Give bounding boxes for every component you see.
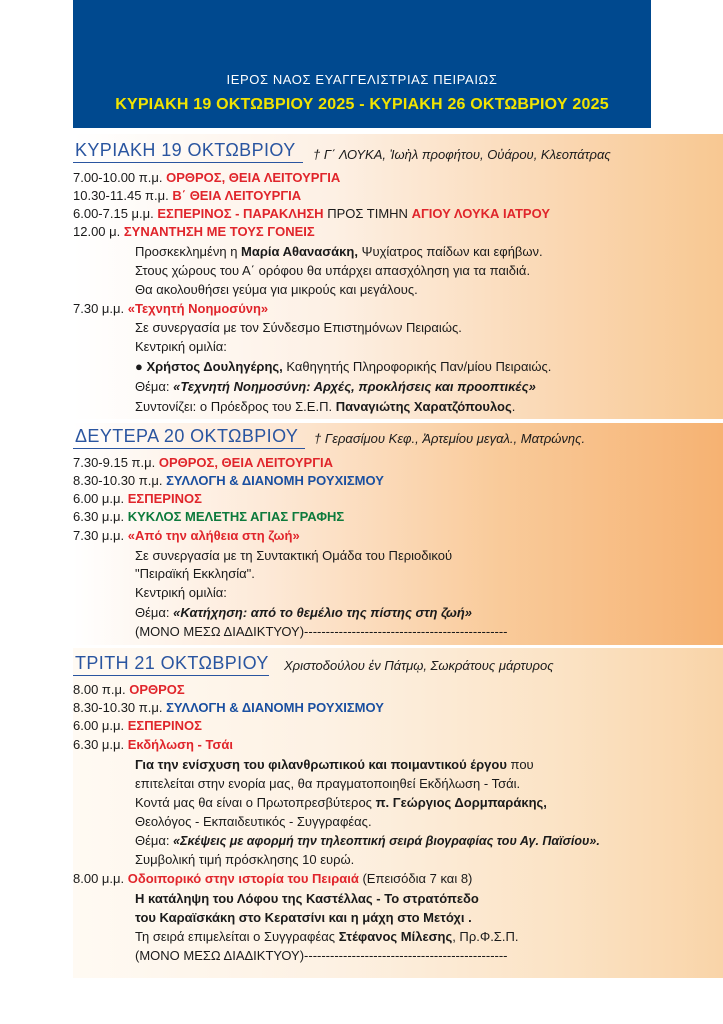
text: Θέμα: <box>135 833 170 848</box>
event-time: 8.30-10.30 π.μ. <box>73 473 163 488</box>
sunday-saints: † Γ΄ ΛΟΥΚΑ, Ἰωὴλ προφήτου, Οὐάρου, Κλεοπάτρας <box>313 147 611 162</box>
sunday-event-2 <box>73 188 301 204</box>
tuesday-event-5-line-2: του Καραϊσκάκη στο Κερατσίνι και η μάχη στο Μετόχι . <box>135 910 472 925</box>
event-title: ΟΡΘΡΟΣ, ΘΕΙΑ ΛΕΙΤΟΥΡΓΙΑ <box>158 455 334 470</box>
moderator-name: Παναγιώτης Χαρατζόπουλος <box>335 399 512 414</box>
text: . <box>511 399 516 414</box>
tuesday-event-4 <box>73 737 233 753</box>
monday-title-underline <box>73 448 305 449</box>
sunday-event-4-line-1 <box>135 244 543 260</box>
tuesday-event-5-line-4: (ΜΟΝΟ ΜΕΣΩ ΔΙΑΔΙΚΤΥΟΥ)----------------------------------------------- <box>135 948 508 963</box>
event-time: 7.30 μ.μ. <box>73 528 125 543</box>
tuesday-event-4-line-5 <box>135 833 600 849</box>
event-time: 6.00 μ.μ. <box>73 491 125 506</box>
text: Ψυχίατρος παίδων και εφήβων. <box>361 244 543 259</box>
event-time: 7.30 μ.μ. <box>73 301 125 316</box>
tuesday-saints: Χριστοδούλου ἐν Πάτμῳ, Σωκράτους μάρτυρος <box>284 658 554 673</box>
monday-event-5 <box>73 528 300 544</box>
sunday-event-5-line-5 <box>135 399 515 415</box>
sunday-event-4 <box>73 224 315 240</box>
event-saint: ΑΓΙΟΥ ΛΟΥΚΑ ΙΑΤΡΟΥ <box>411 206 551 221</box>
text: Συντονίζει: ο Πρόεδρος του Σ.Ε.Π. <box>135 399 333 414</box>
event-title: ΕΣΠΕΡΙΝΟΣ - ΠΑΡΑΚΛΗΣΗ <box>157 206 324 221</box>
sunday-event-3 <box>73 206 550 222</box>
monday-event-5-line-5: (ΜΟΝΟ ΜΕΣΩ ΔΙΑΔΙΚΤΥΟΥ)----------------------------------------------- <box>135 624 508 639</box>
author-name: Στέφανος Μίλεσης <box>338 929 453 944</box>
topic: «Σκέψεις με αφορμή την τηλεοπτική σειρά βιογραφίας του Αγ. Παϊσίου». <box>173 834 600 848</box>
text: Κοντά μας θα είναι ο Πρωτοπρεσβύτερος <box>135 795 372 810</box>
speaker-name: π. Γεώργιος Δορμπαράκης, <box>375 795 547 810</box>
topic: «Κατήχηση: από το θεμέλιο της πίστης στη ζωή» <box>173 605 473 620</box>
event-title: ΕΣΠΕΡΙΝΟΣ <box>127 718 202 733</box>
monday-saints: † Γερασίμου Κεφ., Ἀρτεμίου μεγαλ., Ματρώνης. <box>314 431 586 446</box>
event-text: ΠΡΟΣ ΤΙΜΗΝ <box>327 206 408 221</box>
event-title: ΣΥΝΑΝΤΗΣΗ ΜΕ ΤΟΥΣ ΓΟΝΕΙΣ <box>123 224 315 239</box>
tuesday-event-2 <box>73 700 384 716</box>
sunday-event-1 <box>73 170 340 186</box>
event-time: 6.30 μ.μ. <box>73 737 125 752</box>
event-time: 8.00 π.μ. <box>73 682 126 697</box>
event-title: ΟΡΘΡΟΣ, ΘΕΙΑ ΛΕΙΤΟΥΡΓΙΑ <box>166 170 341 185</box>
monday-title: ΔΕΥΤΕΡΑ 20 ΟΚΤΩΒΡΙΟΥ <box>75 426 299 446</box>
speaker-name: ● Χρήστος Δουληγέρης, <box>135 359 283 374</box>
event-time: 7.00-10.00 π.μ. <box>73 170 163 185</box>
event-title: Εκδήλωση - Τσάι <box>127 737 233 752</box>
text: Προσκεκλημένη η <box>135 244 238 259</box>
sunday-section <box>73 134 723 419</box>
event-time: 8.30-10.30 π.μ. <box>73 700 163 715</box>
sunday-event-4-line-3: Θα ακολουθήσει γεύμα για μικρούς και μεγάλους. <box>135 282 418 297</box>
tuesday-event-3 <box>73 718 202 734</box>
tuesday-event-1 <box>73 682 185 698</box>
event-time: 6.00 μ.μ. <box>73 718 125 733</box>
tuesday-event-4-line-6: Συμβολική τιμή πρόσκλησης 10 ευρώ. <box>135 852 355 867</box>
event-time: 6.30 μ.μ. <box>73 509 125 524</box>
monday-event-5-line-4 <box>135 605 472 621</box>
sunday-event-4-line-2: Στους χώρους του Α΄ ορόφου θα υπάρχει απασχόληση για τα παιδιά. <box>135 263 531 278</box>
monday-section <box>73 423 723 645</box>
tuesday-section <box>73 648 723 978</box>
monday-event-3 <box>73 491 202 507</box>
event-title: ΟΡΘΡΟΣ <box>129 682 185 697</box>
date-range: ΚΥΡΙΑΚΗ 19 ΟΚΤΩΒΡΙΟΥ 2025 - ΚΥΡΙΑΚΗ 26 ΟΚΤΩΒΡΙΟΥ 2025 <box>115 96 609 113</box>
event-time: 6.00-7.15 μ.μ. <box>73 206 154 221</box>
monday-event-5-line-2: "Πειραϊκή Εκκλησία". <box>135 566 255 581</box>
monday-event-2 <box>73 473 384 489</box>
event-title: «Τεχνητή Νοημοσύνη» <box>127 301 269 316</box>
speaker-name: Μαρία Αθανασάκη, <box>241 244 358 259</box>
text: Θέμα: <box>135 379 170 394</box>
event-title: ΣΥΛΛΟΓΗ & ΔΙΑΝΟΜΗ ΡΟΥΧΙΣΜΟΥ <box>166 473 384 488</box>
topic: «Τεχνητή Νοημοσύνη: Αρχές, προκλήσεις και προοπτικές» <box>173 379 536 394</box>
text: Θέμα: <box>135 605 170 620</box>
event-title: ΕΣΠΕΡΙΝΟΣ <box>127 491 202 506</box>
sunday-title: ΚΥΡΙΑΚΗ 19 ΟΚΤΩΒΡΙΟΥ <box>75 140 296 160</box>
sunday-event-5-line-2: Κεντρική ομιλία: <box>135 339 227 354</box>
monday-event-4 <box>73 509 344 525</box>
tuesday-event-4-line-3 <box>135 795 547 811</box>
monday-event-5-line-1: Σε συνεργασία με τη Συντακτική Ομάδα του Περιοδικού <box>135 548 453 563</box>
event-time: 7.30-9.15 π.μ. <box>73 455 156 470</box>
event-title: «Από την αλήθεια στη ζωή» <box>127 528 300 543</box>
sunday-event-5-line-3 <box>135 359 551 375</box>
event-title: ΣΥΛΛΟΓΗ & ΔΙΑΝΟΜΗ ΡΟΥΧΙΣΜΟΥ <box>166 700 384 715</box>
text: Τη σειρά επιμελείται ο Συγγραφέας <box>135 929 336 944</box>
tuesday-event-4-line-1 <box>135 757 534 773</box>
header-banner <box>73 0 651 128</box>
monday-event-5-line-3: Κεντρική ομιλία: <box>135 585 227 600</box>
sunday-event-5-line-1: Σε συνεργασία με τον Σύνδεσμο Επιστημόνων Πειραιώς. <box>135 320 462 335</box>
sunday-event-5 <box>73 301 268 317</box>
event-time: 12.00 μ. <box>73 224 121 239</box>
event-time: 10.30-11.45 π.μ. <box>73 188 169 203</box>
church-name: ΙΕΡΟΣ ΝΑΟΣ ΕΥΑΓΓΕΛΙΣΤΡΙΑΣ ΠΕΙΡΑΙΩΣ <box>226 72 498 87</box>
event-note: (Επεισόδια 7 και 8) <box>362 871 473 886</box>
tuesday-event-5-line-1: Η κατάληψη του Λόφου της Καστέλλας - Το στρατόπεδο <box>135 891 479 906</box>
tuesday-event-4-line-4: Θεολόγος - Εκπαιδευτικός - Συγγραφέας. <box>135 814 372 829</box>
text: που <box>510 757 534 772</box>
tuesday-event-4-line-2: επιτελείται στην ενορία μας, θα πραγματοποιηθεί Εκδήλωση - Τσάι. <box>135 776 521 791</box>
tuesday-event-5-line-3 <box>135 929 518 945</box>
tuesday-title-underline <box>73 675 269 676</box>
text: Καθηγητής Πληροφορικής Παν/μίου Πειραιώς. <box>286 359 552 374</box>
text: Για την ενίσχυση του φιλανθρωπικού και ποιμαντικού έργου <box>135 757 507 772</box>
tuesday-event-5 <box>73 871 472 887</box>
monday-event-1 <box>73 455 333 471</box>
sunday-event-5-line-4 <box>135 379 536 395</box>
event-time: 8.00 μ.μ. <box>73 871 125 886</box>
event-title: Οδοιπορικό στην ιστορία του Πειραιά <box>127 871 359 886</box>
tuesday-title: ΤΡΙΤΗ 21 ΟΚΤΩΒΡΙΟΥ <box>75 653 269 673</box>
event-title: ΚΥΚΛΟΣ ΜΕΛΕΤΗΣ ΑΓΙΑΣ ΓΡΑΦΗΣ <box>127 509 345 524</box>
sunday-title-underline <box>73 162 303 163</box>
event-title: Β΄ ΘΕΙΑ ΛΕΙΤΟΥΡΓΙΑ <box>172 188 302 203</box>
text: , Πρ.Φ.Σ.Π. <box>452 929 519 944</box>
